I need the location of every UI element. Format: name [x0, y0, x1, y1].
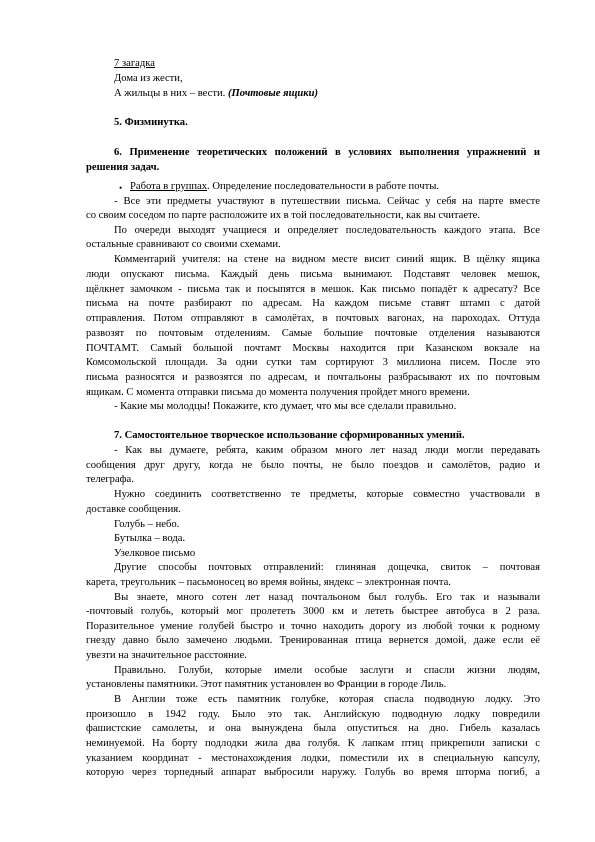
para-pigeon-line: Поразительное умение голубей быстро и точно находить дорогу из любой точки к родному [86, 621, 540, 632]
pair-bottle-water: Бутылка – вода. [114, 533, 186, 544]
section-5-heading: 5. Физминутка. [114, 117, 188, 128]
para-right-line: Правильно. Голуби, которые имели особые заслуги и спасли жизни людям, [114, 665, 540, 676]
para-comment-line: Комментарий учителя: на стене на видном месте висит синий ящик. В щёлку ящика [114, 254, 540, 265]
para-comment-line: щёлкнет замочком - письма так и посыпятся в мешок. Как письмо попадёт к адресату? Все [86, 284, 540, 295]
riddle-line-1: Дома из жести, [114, 73, 183, 84]
para-england-line: В Англии тоже есть памятник голубке, которая спасла подводную лодку. Это [114, 694, 540, 705]
para-items-line-1: - Все эти предметы участвуют в путешествии письма. Сейчас у себя на парте вместе [114, 196, 540, 207]
para-question-line: сообщения друг другу, когда не было почты, не было поездов и самолётов, радио и [86, 460, 540, 471]
para-question-line: - Как вы думаете, ребята, каким образом много лет назад люди могли передавать [114, 445, 540, 456]
group-work-line [130, 180, 439, 193]
para-other-line: Другие способы почтовых отправлений: глиняная дощечка, свиток – почтовая [114, 562, 540, 573]
para-comment-line: Комсомольской площади. За одни сутки там сортируют 3 миллиона писем. После это [86, 357, 540, 368]
para-comment-line: отправления. Потом отправляют в самолётах, в почтовых вагонах, на пароходах. Оттуда [86, 313, 540, 324]
para-pigeon-line: увезти на значительное расстояние. [86, 650, 247, 661]
para-items-line-2: со своим соседом по парте расположите их в той последовательности, как вы считаете. [86, 210, 481, 221]
section-6-heading-line-1: 6. Применение теоретических положений в условиях выполнения упражнений и [114, 147, 540, 158]
para-turn-line-1: По очереди выходят учащиеся и определяет последовательность каждого этапа. Все [114, 225, 540, 236]
para-comment-line: люди опускают письма. Каждый день письма вынимают. Подставят человек мешок, [86, 269, 540, 280]
para-connect-line: доставке сообщения. [86, 504, 181, 515]
para-england-line: неминуемой. На борту подлодки жила два голубя. К лапкам птиц прикрепили записки с [86, 738, 540, 749]
para-comment-line: развозят по почтовым отделениям. Самые большие почтовые отделения называются [86, 328, 540, 339]
para-turn-line-2: остальные сравнивают со своими схемами. [86, 239, 281, 250]
para-comment-line: ПОЧТАМТ. Самый большой почтамт Москвы находится при Казанском вокзале на [86, 343, 540, 354]
para-comment-line: письма разносятся и развозятся по адресам, и почтальоны разбрасывают их по почтовым [86, 372, 540, 383]
bullet-icon: • [119, 183, 123, 193]
para-england-line: указанием координат - местонахождения лодки, поместили их в специальную капсулу, [86, 753, 540, 764]
section-7-heading: 7. Самостоятельное творческое использование сформированных умений. [114, 430, 465, 441]
riddle-title: 7 загадка [114, 58, 155, 69]
para-pigeon-line: -почтовый голубь, который мог пролететь 3000 км и лететь быстрее автобуса в 2 раза. [86, 606, 540, 617]
para-right-line: установлены памятники. Этот памятник установлен во Франции в городе Лиль. [86, 679, 447, 690]
para-england-line: фашистские самолеты, и она вынуждена была опуститься на дно. Гибель казалась [86, 723, 540, 734]
para-england-line: которую через торпедный аппарат выбросили наружу. Голубь во время шторма погиб, а [86, 767, 540, 778]
riddle-answer: (Почтовые ящики) [227, 88, 319, 99]
para-comment-line: ящикам. С момента отправки письма до момента получения пройдет много времени. [86, 387, 470, 398]
para-other-line: карета, треугольник – пасьмоносец во время войны, яндекс – электронная почта. [86, 577, 451, 588]
pair-pigeon-sky: Голубь – небо. [114, 519, 180, 530]
para-comment-line: письма на почте разбирают по адресам. На каждом письме ставят штамп с датой [86, 298, 540, 309]
pair-knot-letter: Узелковое письмо [114, 548, 196, 559]
para-pigeon-line: гнезду давно было замечено людьми. Тренированная птица вернется домой, даже если её [86, 635, 540, 646]
para-connect-line: Нужно соединить соответственно те предметы, которые совместно участвовали в [114, 489, 540, 500]
section-6-heading-line-2: решения задач. [86, 162, 160, 173]
para-praise: - Какие мы молодцы! Покажите, кто думает, что мы все сделали правильно. [114, 401, 457, 412]
para-question-line: телеграфа. [86, 474, 134, 485]
riddle-line-2 [114, 87, 318, 100]
para-pigeon-line: Вы знаете, много сотен лет назад почтальоном был голубь. Его так и называли [114, 592, 540, 603]
para-england-line: произошло в 1942 году. Было это так. Английскую подводную лодку повредили [86, 709, 540, 720]
group-work-label: Работа в группах [130, 181, 208, 192]
group-work-rest: . Определение последовательности в работе почты. [207, 181, 439, 192]
riddle-line-2-text: А жильцы в них – вести. [114, 88, 228, 99]
